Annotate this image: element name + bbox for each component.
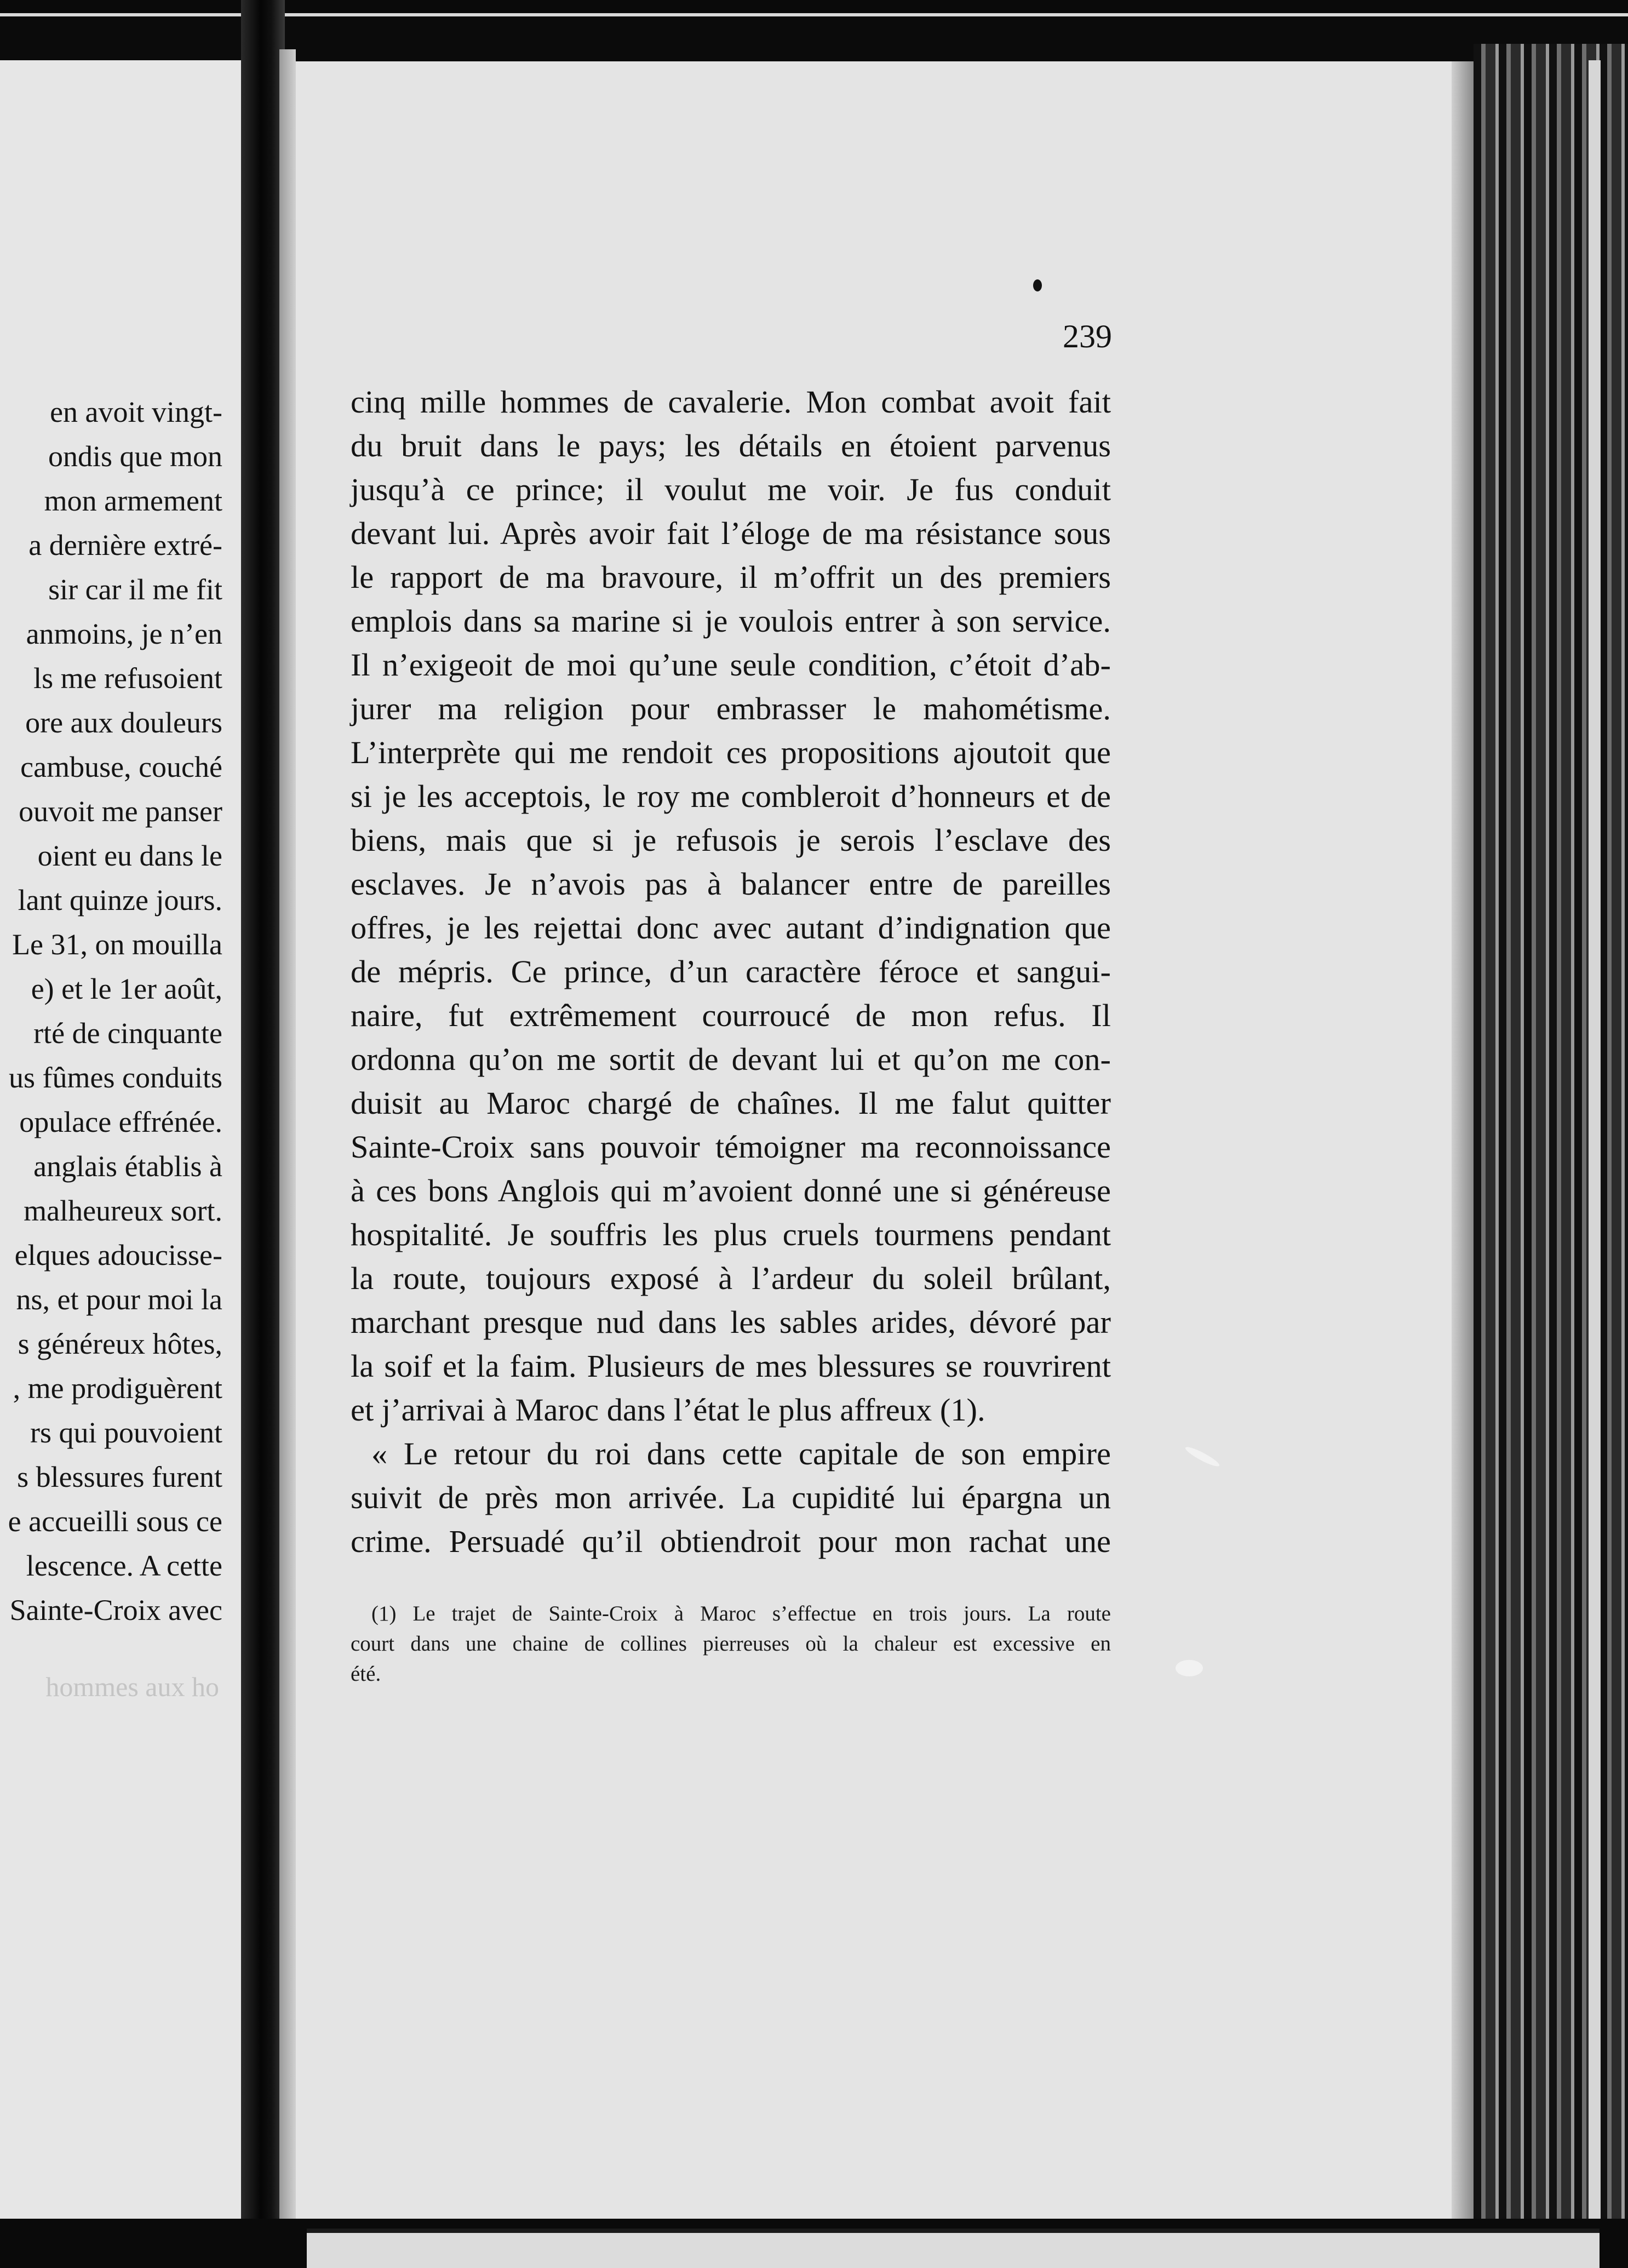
- footnote-line: (1) Le trajet de Sainte-Croix à Maroc s’effectue en trois jours. La route: [371, 1602, 1111, 1625]
- body-line: de mépris. Ce prince, d’un caractère féroce et sangui-: [351, 954, 1111, 989]
- page-edge-shadow: [1452, 61, 1474, 2220]
- left-line: e) et le 1er août,: [31, 972, 222, 1005]
- left-line: ore aux douleurs: [25, 706, 222, 739]
- scan-speck: [1176, 1660, 1203, 1676]
- left-line: anmoins, je n’en: [26, 617, 222, 650]
- left-line: lant quinze jours.: [18, 884, 222, 917]
- gutter-highlight: [279, 49, 296, 2224]
- footnote-line: été.: [351, 1662, 381, 1686]
- body-line: ordonna qu’on me sortit de devant lui et qu’on me con-: [351, 1041, 1111, 1077]
- body-line: duisit au Maroc chargé de chaînes. Il me falut quitter: [351, 1085, 1111, 1121]
- right-page: [296, 61, 1452, 2220]
- body-line: jusqu’à ce prince; il voulut me voir. Je fus conduit: [351, 472, 1111, 507]
- body-line: marchant presque nud dans les sables arides, dévoré par: [351, 1304, 1111, 1340]
- footnote: [351, 1599, 1111, 1689]
- body-line: jurer ma religion pour embrasser le mahométisme.: [351, 691, 1111, 726]
- left-line: mon armement: [44, 484, 222, 517]
- body-line: biens, mais que si je refusois je serois l’esclave des: [351, 822, 1111, 858]
- body-line: à ces bons Anglois qui m’avoient donné une si généreuse: [351, 1173, 1111, 1209]
- body-line: hospitalité. Je souffris les plus cruels tourmens pendant: [351, 1217, 1111, 1252]
- left-line: us fûmes conduits: [9, 1061, 222, 1094]
- body-line: si je les acceptois, le roy me combleroit d’honneurs et de: [351, 778, 1111, 814]
- left-line: malheureux sort.: [24, 1194, 222, 1227]
- body-line: esclaves. Je n’avois pas à balancer entre de pareilles: [351, 866, 1111, 902]
- ink-spot: [1033, 279, 1042, 291]
- body-line: naire, fut extrêmement courroucé de mon refus. Il: [351, 998, 1111, 1033]
- body-line: la soif et la faim. Plusieurs de mes blessures se rouvrirent: [351, 1348, 1111, 1384]
- book-gutter: [241, 0, 285, 2268]
- left-line: cambuse, couché: [20, 751, 222, 783]
- left-line: rs qui pouvoient: [30, 1416, 222, 1449]
- paragraph2-line: suivit de près mon arrivée. La cupidité lui épargna un: [351, 1480, 1111, 1515]
- body-line: cinq mille hommes de cavalerie. Mon combat avoit fait: [351, 384, 1111, 420]
- body-line: Il n’exigeoit de moi qu’une seule condition, c’étoit d’ab-: [351, 647, 1111, 683]
- body-line: emplois dans sa marine si je voulois entrer à son service.: [351, 603, 1111, 639]
- left-line: anglais établis à: [33, 1150, 222, 1183]
- left-line: e accueilli sous ce: [8, 1505, 222, 1538]
- left-line: , me prodiguèrent: [13, 1372, 222, 1405]
- body-line: Sainte-Croix sans pouvoir témoigner ma reconnoissance: [351, 1129, 1111, 1165]
- left-line: a dernière extré-: [28, 529, 222, 562]
- left-line: elques adoucisse-: [14, 1239, 222, 1272]
- paragraph2-line: « Le retour du roi dans cette capitale de son empire: [371, 1436, 1111, 1471]
- left-line: en avoit vingt-: [50, 396, 222, 428]
- body-line: la route, toujours exposé à l’ardeur du soleil brûlant,: [351, 1261, 1111, 1296]
- left-line: oient eu dans le: [37, 839, 222, 872]
- book-block-edge: [1474, 44, 1628, 2230]
- next-page-edge: [307, 2229, 1600, 2268]
- scan-speck: [1184, 1444, 1221, 1469]
- left-line: Sainte-Croix avec: [9, 1594, 222, 1626]
- left-line: s blessures furent: [17, 1461, 222, 1493]
- body-line: du bruit dans le pays; les détails en étoient parvenus: [351, 428, 1111, 463]
- left-page-ghost-line: hommes aux ho: [45, 1671, 219, 1702]
- left-line: ouvoit me panser: [19, 795, 222, 828]
- body-line: L’interprète qui me rendoit ces propositions ajoutoit que: [351, 735, 1111, 770]
- left-page-text: [0, 390, 222, 1633]
- left-line: lescence. A cette: [26, 1549, 222, 1582]
- body-line: le rapport de ma bravoure, il m’offrit un des premiers: [351, 559, 1111, 595]
- body-line: offres, je les rejettai donc avec autant d’indignation que: [351, 910, 1111, 946]
- left-line: ondis que mon: [48, 440, 222, 473]
- body-line: devant lui. Après avoir fait l’éloge de ma résistance sous: [351, 516, 1111, 551]
- left-page: [0, 60, 241, 2230]
- page-number: 239: [1063, 318, 1112, 354]
- left-line: rté de cinquante: [33, 1017, 222, 1050]
- left-line: s généreux hôtes,: [18, 1327, 222, 1360]
- left-line: ns, et pour moi la: [16, 1283, 222, 1316]
- book-block-light-edge: [1589, 60, 1601, 2219]
- left-line: Le 31, on mouilla: [12, 928, 222, 961]
- body-line: et j’arrivai à Maroc dans l’état le plus affreux (1).: [351, 1392, 985, 1428]
- left-line: sir car il me fit: [48, 573, 222, 606]
- paragraph2-line: crime. Persuadé qu’il obtiendroit pour mon rachat une: [351, 1524, 1111, 1559]
- footnote-line: court dans une chaine de collines pierreuses où la chaleur est excessive en: [351, 1632, 1111, 1656]
- left-line: opulace effrénée.: [19, 1106, 222, 1138]
- body-text: [351, 380, 1111, 1563]
- left-line: ls me refusoient: [33, 662, 222, 695]
